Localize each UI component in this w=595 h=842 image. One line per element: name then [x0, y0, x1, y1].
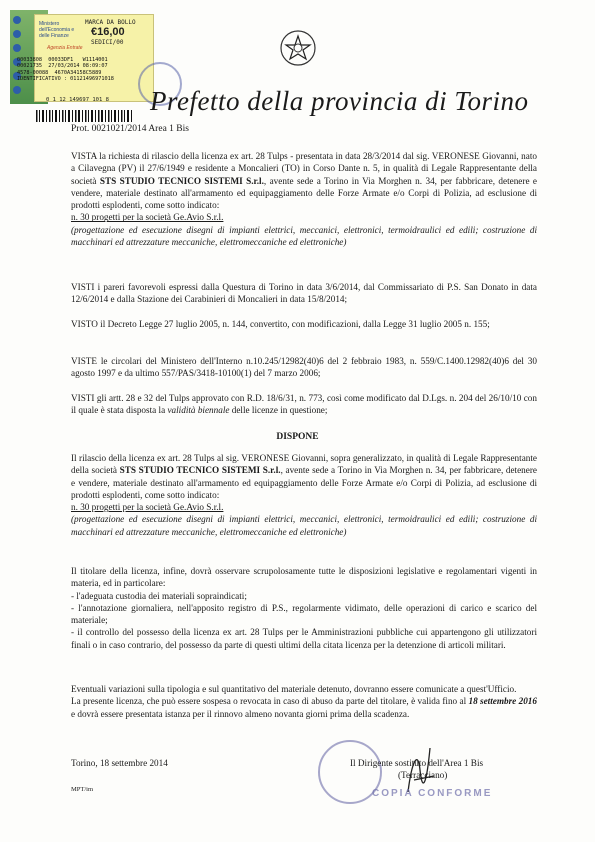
rilascio-text-a: Il rilascio della licenza ex art. 28 Tulps al sig. VERONESE Giovanni, sopra generalizzato, in qualità di Legale Rappresentante della società: [71, 453, 537, 476]
rilascio-paragraph: [71, 452, 537, 538]
visti-artt-text-a: VISTI gli artt. 28 e 32 del Tulps approvato con R.D. 18/6/31, n. 773, così come modificato dal D.Lgs. n. 204 del 26/10/10 con il quale è stata disposta la: [71, 393, 537, 416]
titolare-paragraph: [71, 565, 537, 651]
stamp-marca-label: MARCA DA BOLLO: [85, 19, 136, 26]
company-name-2: STS STUDIO TECNICO SISTEMI S.r.l.: [119, 465, 281, 476]
projects-description: (progettazione ed esecuzione disegni di impianti elettrici, meccanici, elettronici, termoidraulici ed edili; costruzione di macchinari ed attrezzature meccaniche, elettromeccaniche ed elettroniche): [71, 224, 537, 248]
protocol-number: Prot. 0021021/2014 Area 1 Bis: [71, 124, 189, 134]
barcode-icon: [36, 104, 136, 122]
page-title: Prefetto della provincia di Torino: [150, 86, 529, 116]
validita-text-b: e dovrà essere presentata istanza per il rinnovo almeno novanta giorni prima della scadenza.: [71, 708, 410, 719]
expiry-date: 18 settembre 2016: [468, 696, 537, 707]
stamp-ministry: Ministero dell'Economia e delle Finanze: [39, 21, 75, 39]
variazioni-paragraph: [71, 683, 537, 720]
obligation-item-1: - l'adeguata custodia dei materiali sopraindicati;: [71, 590, 247, 601]
signer-name: (Terracciano): [398, 770, 448, 780]
validita-text-a: La presente licenza, che può essere sospesa o revocata in caso di abuso da parte del titolare, è valida fino al: [71, 696, 469, 707]
signer-title: Il Dirigente sostituto dell'Area 1 Bis: [350, 758, 484, 768]
stamp-codes: 00033808 00033DF1 W1114001 00021735 27/03/2014 08:09:07 4578-00088 4670A34158C5889 IDENTIFICATIVO : 01121496971018: [17, 57, 114, 83]
visti-artt-text-b: delle licenze in questione;: [229, 405, 328, 416]
dispone-heading: DISPONE: [276, 432, 319, 442]
visto-decreto-paragraph: VISTO il Decreto Legge 27 luglio 2005, n. 144, convertito, con modificazioni, dalla Legge 31 luglio 2005 n. 155;: [71, 319, 490, 329]
visti-artt-paragraph: [71, 392, 537, 417]
viste-circolari-paragraph: VISTE le circolari del Ministero dell'Interno n.10.245/12982(40)6 del 2 febbraio 1983, n. 559/C.1400.12982(40)6 del 30 agosto 1997 e da ultimo 557/PAS/3418-10100(1) del 7 marzo 2006;: [71, 356, 537, 379]
stamp-value-words: SEDICI/00: [91, 39, 124, 46]
copia-conforme-stamp: COPIA CONFORME: [372, 788, 493, 799]
place-and-date: Torino, 18 settembre 2014: [71, 758, 168, 768]
stamp-body: [17, 14, 154, 102]
stamp-agency: Agenzia Entrate: [47, 45, 83, 51]
obligation-item-2: - l'annotazione giornaliera, nell'apposito registro di P.S., regolarmente vidimato, delle operazioni di carico e scarico del materiale;: [71, 602, 537, 626]
projects-description-2: (progettazione ed esecuzione disegni di impianti elettrici, meccanici, elettronici, termoidraulici ed edili; costruzione di macchinari ed attrezzature meccaniche, elettromeccaniche ed elettroniche): [71, 514, 537, 537]
variazioni-text: Eventuali variazioni sulla tipologia e sul quantitativo del materiale detenuto, dovranno essere comunicate a quest'Ufficio.: [71, 684, 517, 694]
validity-term: validità biennale: [167, 405, 230, 416]
vista-text-a: VISTA la richiesta di rilascio della licenza ex art. 28 Tulps - presentata in data 28/3/2014 dal sig. VERONESE Giovanni, nato a Cilavegna (PV) il 27/6/1949 e residente a Moncalieri (TO) in Corso Dante n. 5, in qualità di Legale Rappresentante della società: [71, 151, 537, 186]
rilascio-text-b: , avente sede a Torino in Via Morghen n. 34, per fabbricare, detenere e vendere, materiale destinato all'armamento ed equipaggiamento delle Forze Armate e/o Corpi di Polizia, ad esclusione di prodotti esplodenti, come sotto indicato:: [71, 465, 537, 500]
office-reference: MPT/im: [71, 786, 94, 793]
titolare-intro: Il titolare della licenza, infine, dovrà osservare scrupolosamente tutte le disposizioni legislative e regolamentari vigenti in materia, ed in particolare:: [71, 566, 537, 589]
revenue-stamp: [10, 10, 152, 104]
vista-paragraph: [71, 150, 537, 248]
projects-line: n. 30 progetti per la società Ge.Avio S.r.l.: [71, 212, 224, 223]
vista-text-b: , avente sede a Torino in Via Morghen n. 34, per fabbricare, detenere e vendere, materiale destinato all'armamento ed equipaggiamento delle Forze Armate e/o Corpi di Polizia, ad esclusione di prodotti esplodenti, come sotto indicato:: [71, 175, 537, 211]
stamp-value: €16,00: [91, 26, 125, 38]
visti-pareri-paragraph: VISTI i pareri favorevoli espressi dalla Questura di Torino in data 3/6/2014, dal Commissariato di P.S. San Donato in data 12/6/2014 e dalla Stazione dei Carabinieri di Moncalieri in data 15/8/2014;: [71, 282, 537, 305]
company-name: STS STUDIO TECNICO SISTEMI S.r.l.: [99, 175, 264, 186]
barcode-number: 0 1 12 149697 101 8: [46, 97, 109, 103]
italian-republic-emblem-icon: [278, 28, 318, 68]
projects-line-2: n. 30 progetti per la società Ge.Avio S.r.l.: [71, 502, 224, 513]
obligation-item-3: - il controllo del possesso della licenza ex art. 28 Tulps per le Amministrazioni pubbliche cui appartengono gli utilizzatori finali o in caso contrario, del possesso da parte di questi ultimi della citata licenza per la detenzione di articoli militari.: [71, 627, 537, 650]
